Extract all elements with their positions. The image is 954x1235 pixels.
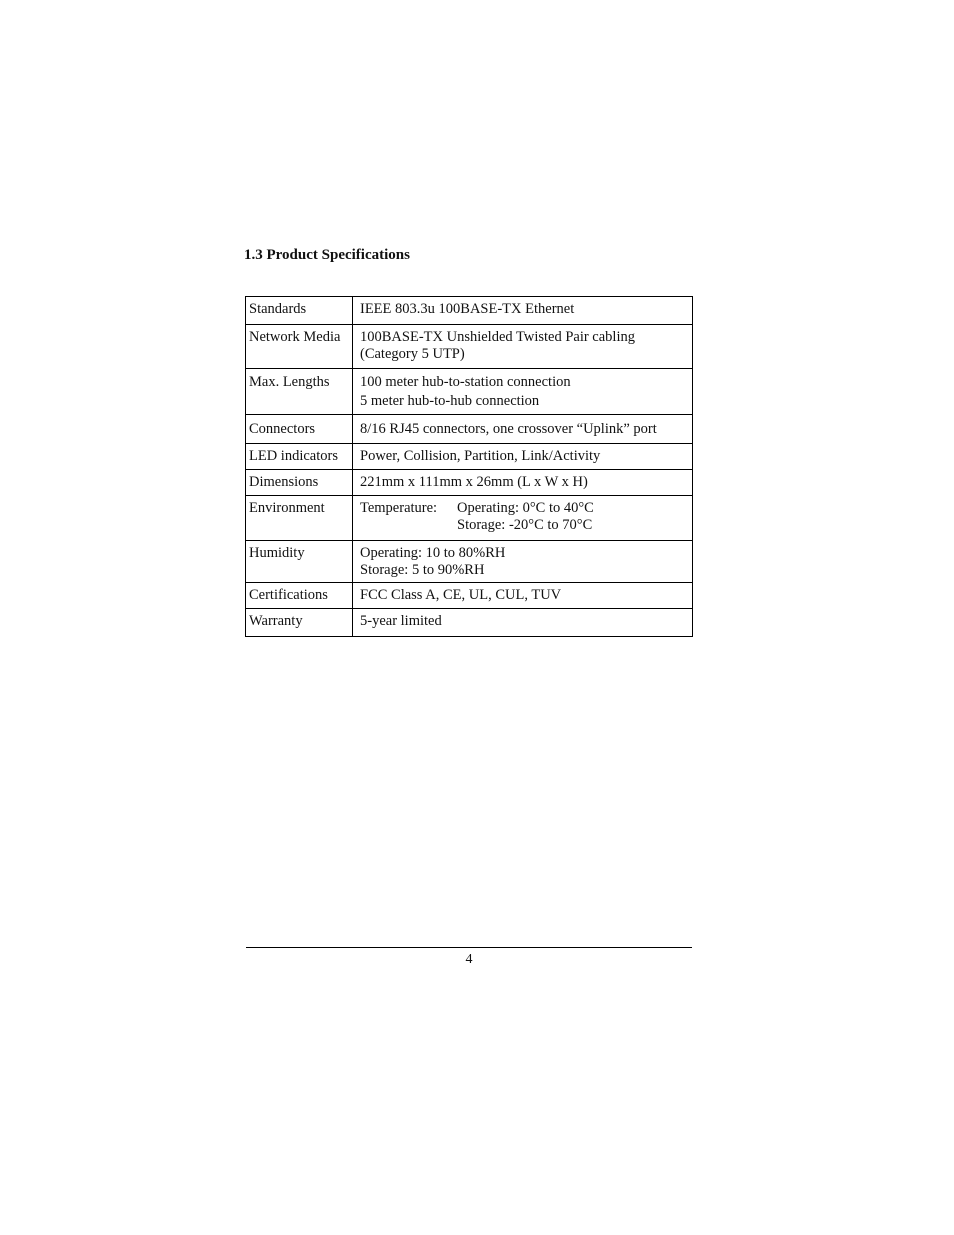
spec-value-line: (Category 5 UTP) (360, 346, 465, 362)
spec-row-humidity (246, 541, 693, 583)
spec-value-line: Power, Collision, Partition, Link/Activity (360, 448, 601, 464)
spec-row-dimensions (246, 470, 693, 496)
spec-value-line: Operating: 0°C to 40°C (457, 500, 594, 516)
spec-value (353, 496, 693, 541)
spec-value (353, 541, 693, 583)
spec-value (353, 444, 693, 470)
spec-value (353, 415, 693, 444)
spec-value-line: FCC Class A, CE, UL, CUL, TUV (360, 587, 562, 603)
spec-value-line: 100BASE-TX Unshielded Twisted Pair cabling (360, 329, 635, 345)
spec-value-line: 221mm x 111mm x 26mm (L x W x H) (360, 474, 588, 490)
spec-value-line: 100 meter hub-to-station connection (360, 374, 571, 390)
spec-label: Certifications (246, 583, 353, 609)
spec-value (353, 369, 693, 415)
spec-row-max-lengths (246, 369, 693, 415)
spec-label: Standards (246, 297, 353, 325)
spec-value-line: 5 meter hub-to-hub connection (360, 393, 540, 409)
temperature-prefix: Temperature: (360, 500, 438, 516)
spec-value-line: Operating: 10 to 80%RH (360, 545, 506, 561)
grid-spacer (360, 517, 457, 534)
spec-row-environment (246, 496, 693, 541)
product-specifications-table (245, 296, 693, 637)
environment-grid (360, 500, 689, 534)
spec-label: Dimensions (246, 470, 353, 496)
spec-row-connectors (246, 415, 693, 444)
spec-label: Environment (246, 496, 353, 541)
spec-label: Network Media (246, 325, 353, 369)
section-heading: 1.3 Product Specifications (244, 247, 410, 263)
spec-label: Warranty (246, 609, 353, 637)
spec-row-certifications (246, 583, 693, 609)
spec-value (353, 470, 693, 496)
spec-value (353, 609, 693, 637)
footer-divider (246, 947, 692, 948)
spec-value (353, 583, 693, 609)
spec-value-line: IEEE 803.3u 100BASE-TX Ethernet (360, 301, 575, 317)
spec-label: Max. Lengths (246, 369, 353, 415)
spec-value (353, 325, 693, 369)
spec-value-line: Storage: 5 to 90%RH (360, 562, 485, 578)
page-number: 4 (465, 952, 473, 967)
spec-row-network-media (246, 325, 693, 369)
spec-label: LED indicators (246, 444, 353, 470)
spec-value-line: 5-year limited (360, 613, 442, 629)
spec-value (353, 297, 693, 325)
spec-value-line: Storage: -20°C to 70°C (457, 517, 593, 533)
spec-label: Humidity (246, 541, 353, 583)
spec-label: Connectors (246, 415, 353, 444)
spec-row-led-indicators (246, 444, 693, 470)
spec-value-line: 8/16 RJ45 connectors, one crossover “Uplink” port (360, 421, 657, 437)
spec-row-standards (246, 297, 693, 325)
spec-row-warranty (246, 609, 693, 637)
